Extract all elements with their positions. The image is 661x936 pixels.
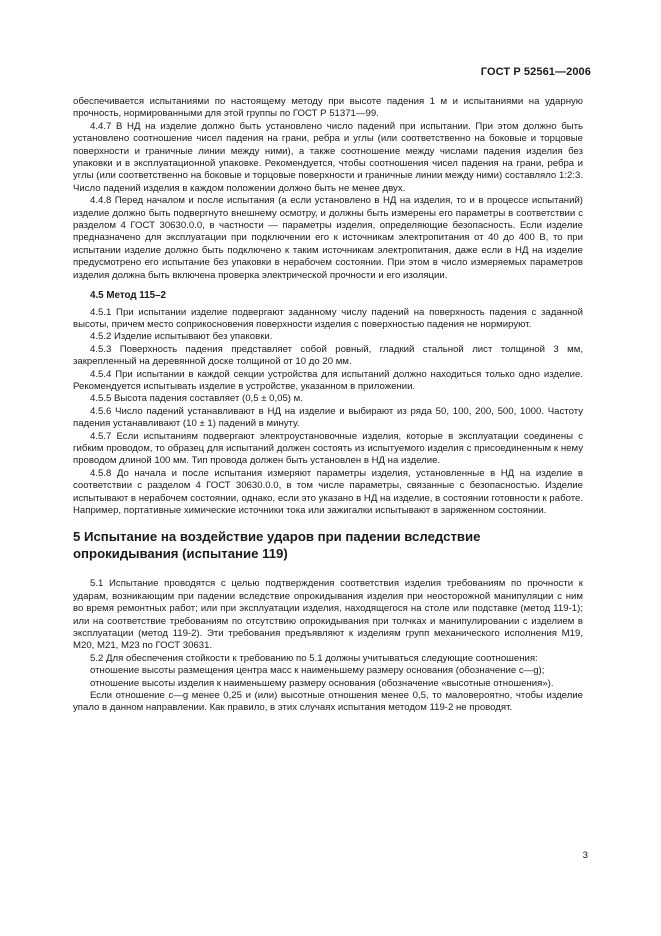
paragraph-continuation: обеспечивается испытаниями по настоящему методу при высоте падения 1 м и испытаниями на ударную прочность, нормированными для этой группы по ГОСТ Р 51371—99. bbox=[73, 96, 583, 120]
section-heading-4-5: 4.5 Метод 115–2 bbox=[90, 290, 166, 302]
paragraph-4-5-1: 4.5.1 При испытании изделие подвергают заданному числу падений на поверхность падения с заданной высоты, причем место соприкосновения поверхности изделия с поверхностью падения не нормируют. bbox=[73, 306, 583, 330]
page-number: 3 bbox=[582, 850, 588, 861]
paragraph-4-5-7: 4.5.7 Если испытаниям подвергают электроустановочные изделия, которые в эксплуатации соединены с гибким проводом, то образец для испытаний должен состоять из испытуемого изделия с присоединенным к нему проводом длиной 100 мм. Тип провода должен быть установлен в НД на изделие. bbox=[73, 430, 583, 467]
paragraph-5-2-item-1: отношение высоты размещения центра масс к наименьшему размеру основания (обозначение c—g); bbox=[90, 665, 545, 677]
paragraph-4-5-6: 4.5.6 Число падений устанавливают в НД на изделие и выбирают из ряда 50, 100, 200, 500, 1000. Частоту падения устанавливают (10 ± 1) падений в минуту. bbox=[73, 405, 583, 430]
paragraph-4-5-3: 4.5.3 Поверхность падения представляет собой ровный, гладкий стальной лист толщиной 3 мм, закрепленный на деревянной доске толщиной от 10 до 20 мм. bbox=[73, 343, 583, 368]
paragraph-5-1: 5.1 Испытание проводятся с целью подтверждения соответствия изделия требованиям по прочности к ударам, возникающим при падении вследствие опрокидывания изделия при неосторожной манипуляции с ним во время ремонтных работ; или при эксплуатации изделия, находящегося на столе или подставке (метод 119-1); или на соответствие требованиям по отсутствию опрокидывания при толчках и манипулировании с изделием в эксплуатации (метод 119-2). Эти требования предъявляют к изделиям групп механического исполнения М19, М20, М21, М23 по ГОСТ 30631. bbox=[73, 578, 583, 652]
paragraph-5-2-item-2: отношение высоты изделия к наименьшему размеру основания (обозначение «высотные отношения»). bbox=[90, 677, 554, 689]
paragraph-5-2: 5.2 Для обеспечения стойкости к требованию по 5.1 должны учитываться следующие соотношения: bbox=[90, 652, 538, 664]
paragraph-4-5-5: 4.5.5 Высота падения составляет (0,5 ± 0,05) м. bbox=[90, 393, 303, 405]
paragraph-5-2-note: Если отношение c—g менее 0,25 и (или) высотные отношения менее 0,5, то маловероятно, чтобы изделие упало в данном направлении. Как правило, в этих случаях испытания методом 119-2 не проводят. bbox=[73, 690, 583, 714]
section-heading-5: 5 Испытание на воздействие ударов при падении вследствие опрокидывания (испытание 119) bbox=[73, 529, 481, 561]
document-body bbox=[73, 96, 583, 715]
paragraph-4-4-7: 4.4.7 В НД на изделие должно быть установлено число падений при испытании. При этом должно быть установлено соотношение чисел падения на грани, ребра и углы (или соответственно на боковые и торцовые поверхности и граничные линии между ними), а также соотношение между числами падения изделия без упаковки и в эксплуатационной упаковке. Рекомендуется, чтобы соотношения чисел падения на грани, ребра и углы (или соответственно на боковые и торцовые поверхности и граничные линии между ними) составляло 1:2:3. Число падений изделия в каждом положении должно быть не менее двух. bbox=[73, 120, 583, 194]
paragraph-4-5-8: 4.5.8 До начала и после испытания измеряют параметры изделия, установленные в НД на изделие в соответствии с разделом 4 ГОСТ 30630.0.0, в том числе параметры, связанные с безопасностью. Изделие испытывают в нерабочем состоянии, однако, если это указано в НД на изделие, в состоянии готовности к работе. Например, портативные химические источники тока или зажигалки испытывают в заряженном состоянии. bbox=[73, 467, 583, 516]
paragraph-4-5-4: 4.5.4 При испытании в каждой секции устройства для испытаний должно находиться только одно изделие. Рекомендуется испытывать изделие в устройстве, указанном в приложении. bbox=[73, 368, 583, 392]
paragraph-4-5-2: 4.5.2 Изделие испытывают без упаковки. bbox=[90, 331, 273, 343]
paragraph-4-4-8: 4.4.8 Перед началом и после испытания (а если установлено в НД на изделия, то и в процессе испытаний) изделие должно быть подвергнуто внешнему осмотру, и должны быть измерены его параметры в соответствии с разделом 4 ГОСТ 30630.0.0, в частности — параметры изделия, определяющие безопасность. Если изделие предназначено для эксплуатации при подключении его к источникам электропитания от 40 до 400 В, то при испытании изделие должно быть подключено к таким источникам электропитания, даже если в НД на изделие предусмотрено его испытание без упаковки в нерабочем состоянии. При этом в число измеряемых параметров изделия должна быть включена проверка электрической прочности и его изоляции. bbox=[73, 195, 583, 281]
document-id-header: ГОСТ Р 52561—2006 bbox=[480, 66, 591, 78]
